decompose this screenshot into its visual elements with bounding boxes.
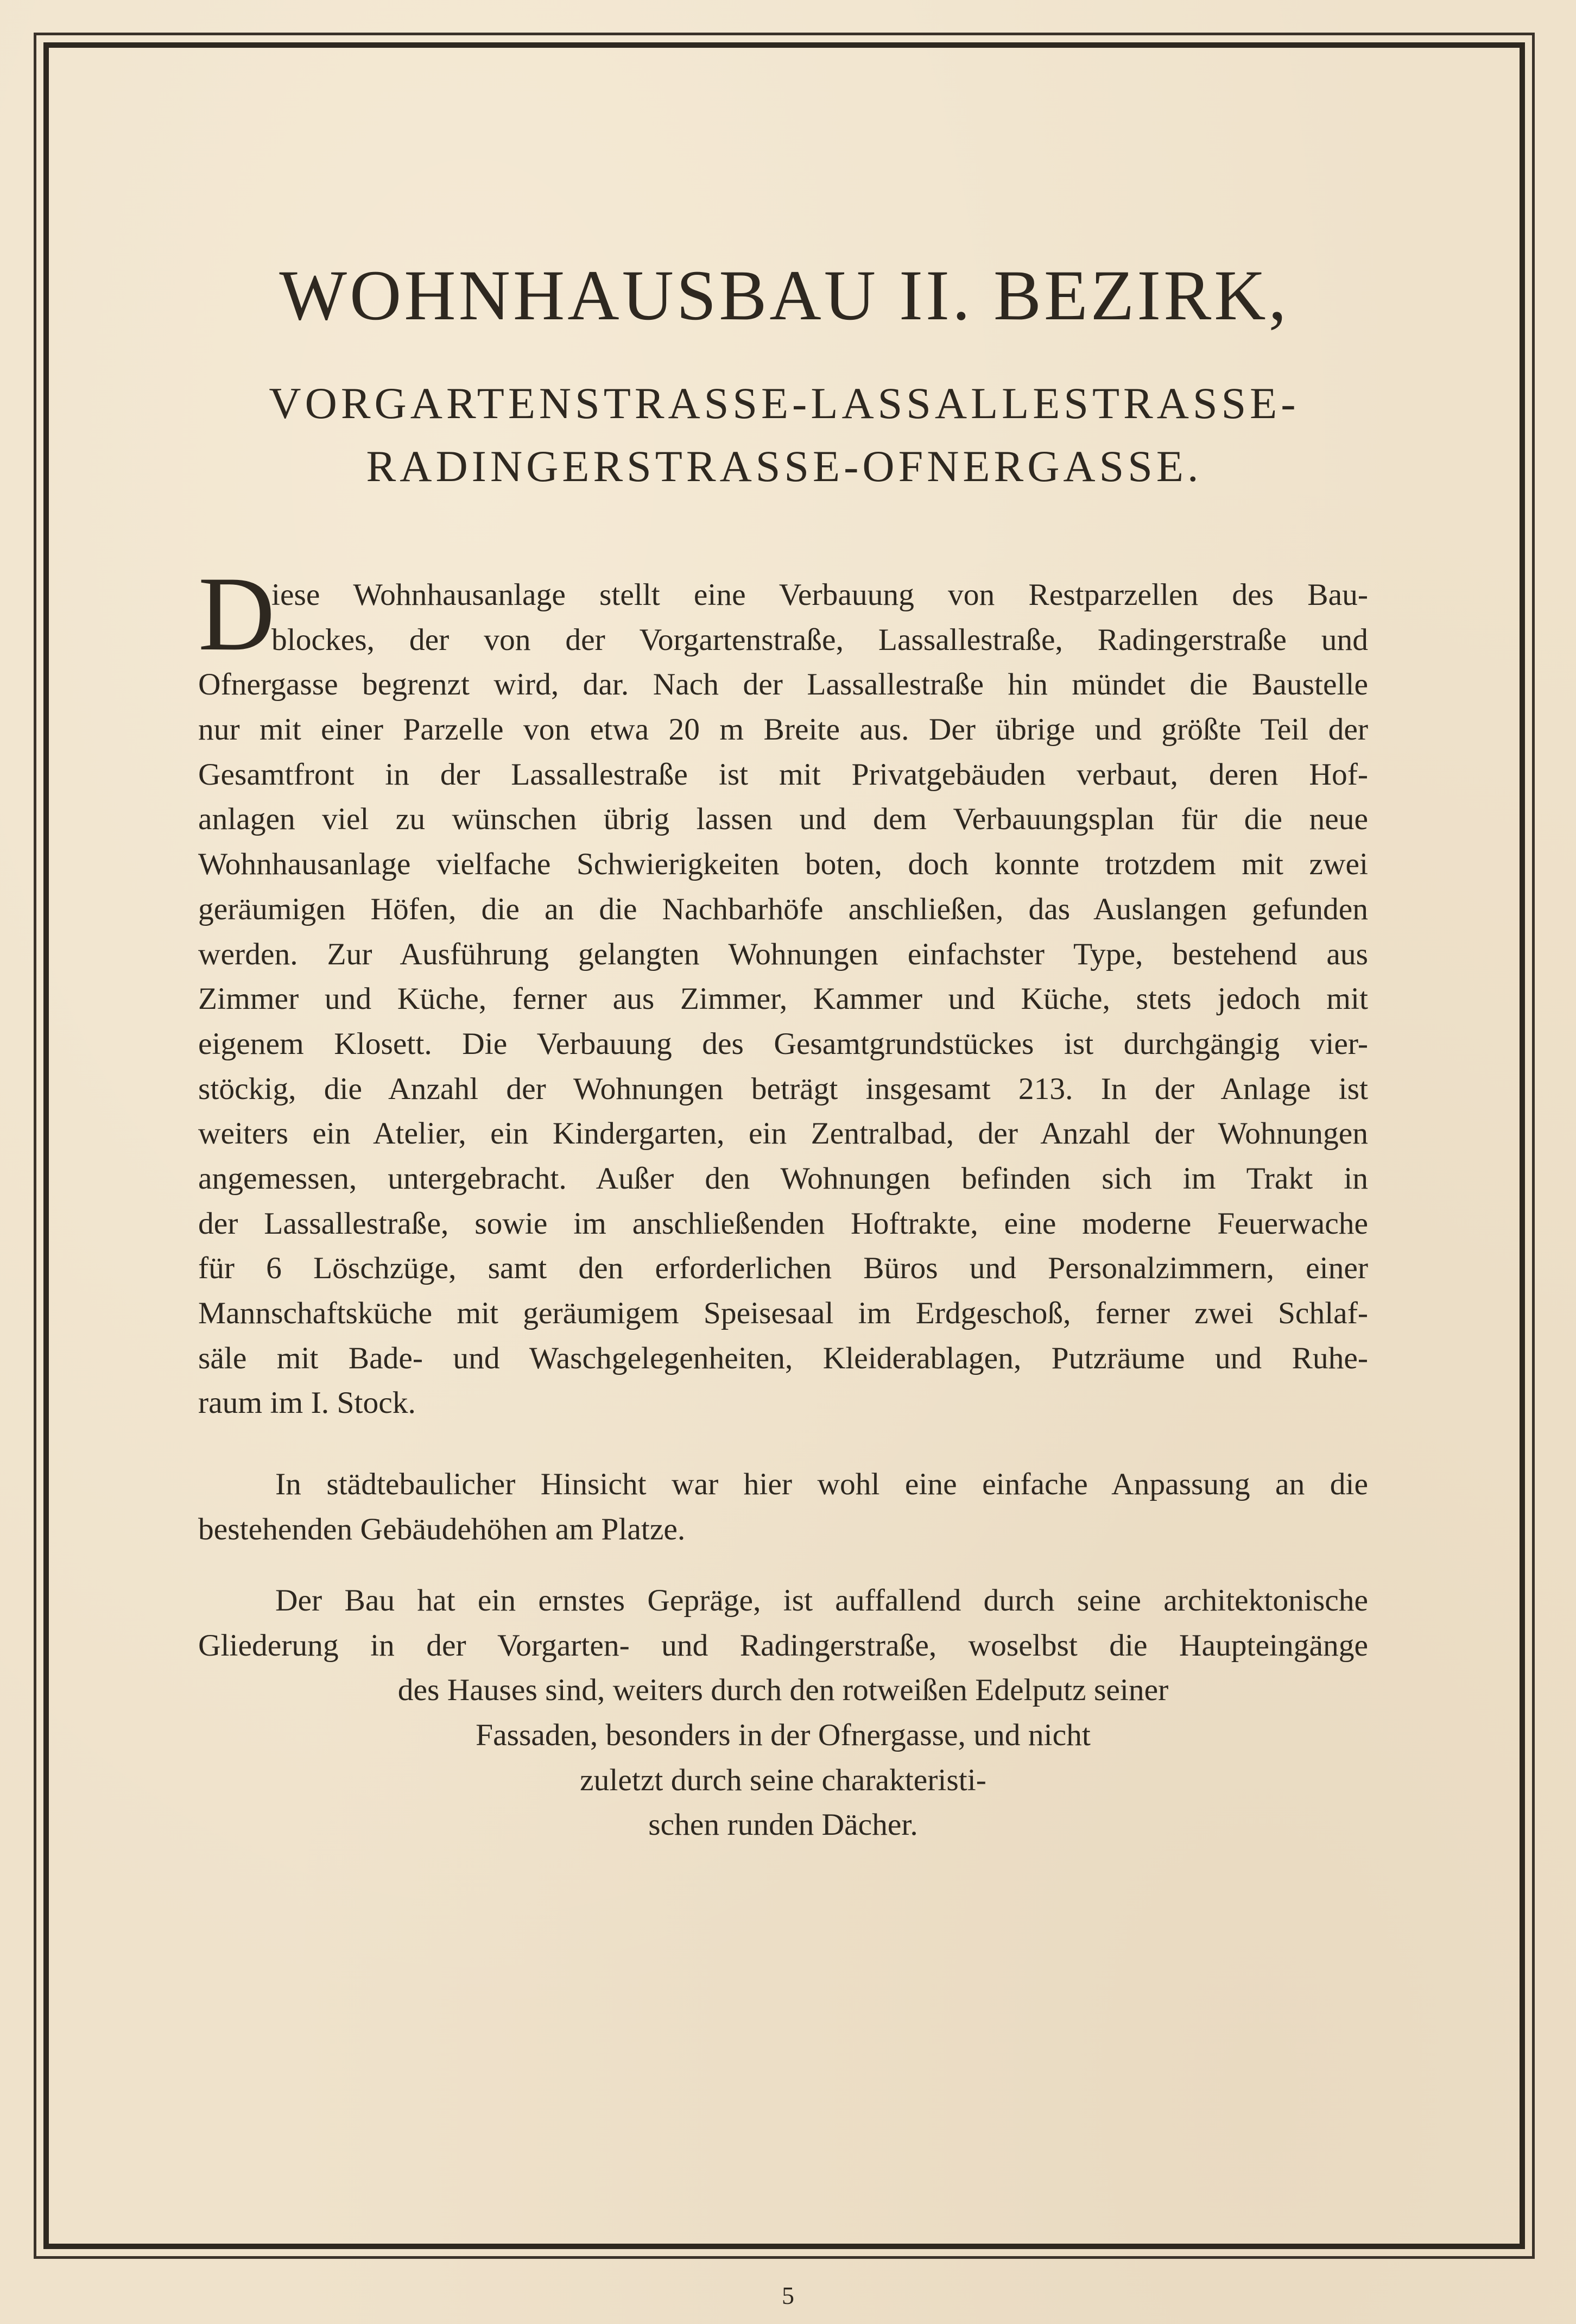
paragraph-3 bbox=[198, 1578, 1368, 1848]
paragraph-line: raum im I. Stock. bbox=[198, 1386, 416, 1420]
subtitle-line-2: RADINGERSTRASSE-OFNERGASSE. bbox=[366, 441, 1202, 491]
paragraph-line: weiters ein Atelier, ein Kindergarten, ein Zentralbad, der Anzahl der Wohnungen bbox=[198, 1116, 1368, 1151]
paragraph-line: geräumigen Höfen, die an die Nachbarhöfe anschließen, das Auslangen gefunden bbox=[198, 892, 1368, 926]
page-number: 5 bbox=[782, 2282, 794, 2309]
paragraph-line: nur mit einer Parzelle von etwa 20 m Breite aus. Der übrige und größte Teil der bbox=[198, 712, 1368, 747]
paragraph-line: Wohnhausanlage vielfache Schwierigkeiten boten, doch konnte trotzdem mit zwei bbox=[198, 847, 1368, 882]
page-title: WOHNHAUSBAU II. BEZIRK, bbox=[279, 255, 1289, 335]
paragraph-line: Gliederung in der Vorgarten- und Radingerstraße, woselbst die Haupteingänge bbox=[198, 1628, 1368, 1663]
paragraph-line: Der Bau hat ein ernstes Gepräge, ist auffallend durch seine architektonische bbox=[275, 1583, 1368, 1618]
paragraph-1 bbox=[198, 573, 1368, 1426]
paragraph-line: schen runden Dächer. bbox=[648, 1808, 918, 1842]
paragraph-line: iese Wohnhausanlage stellt eine Verbauung von Restparzellen des Bau- bbox=[271, 578, 1368, 612]
paragraph-line: stöckig, die Anzahl der Wohnungen beträgt insgesamt 213. In der Anlage ist bbox=[198, 1071, 1368, 1106]
paragraph-line: des Hauses sind, weiters durch den rotweißen Edelputz seiner bbox=[397, 1673, 1169, 1708]
paragraph-line: Ofnergasse begrenzt wird, dar. Nach der Lassallestraße hin mündet die Baustelle bbox=[198, 667, 1368, 702]
paragraph-line: eigenem Klosett. Die Verbauung des Gesamtgrundstückes ist durchgängig vier- bbox=[198, 1026, 1368, 1061]
paragraph-line: zuletzt durch seine charakteristi- bbox=[580, 1763, 986, 1797]
paragraph-line: der Lassallestraße, sowie im anschließenden Hoftrakte, eine moderne Feuerwache bbox=[198, 1206, 1368, 1241]
paragraph-line: Fassaden, besonders in der Ofnergasse, und nicht bbox=[476, 1718, 1091, 1753]
paragraph-line: säle mit Bade- und Waschgelegenheiten, Kleiderablagen, Putzräume und Ruhe- bbox=[198, 1341, 1368, 1375]
paragraph-2 bbox=[198, 1462, 1368, 1552]
subtitle-line-1: VORGARTENSTRASSE-LASSALLESTRASSE- bbox=[269, 378, 1300, 428]
paragraph-line: In städtebaulicher Hinsicht war hier wohl eine einfache Anpassung an die bbox=[275, 1467, 1368, 1501]
drop-cap: D bbox=[198, 555, 275, 673]
paragraph-line: Gesamtfront in der Lassallestraße ist mit Privatgebäuden verbaut, deren Hof- bbox=[198, 757, 1368, 792]
paragraph-line: bestehenden Gebäudehöhen am Platze. bbox=[198, 1512, 686, 1546]
paragraph-line: blockes, der von der Vorgartenstraße, Lassallestraße, Radingerstraße und bbox=[271, 622, 1368, 657]
paragraph-line: Zimmer und Küche, ferner aus Zimmer, Kammer und Küche, stets jedoch mit bbox=[198, 982, 1368, 1016]
paragraph-line: für 6 Löschzüge, samt den erforderlichen Büros und Personalzimmern, einer bbox=[198, 1251, 1368, 1286]
paragraph-line: Mannschaftsküche mit geräumigem Speisesaal im Erdgeschoß, ferner zwei Schlaf- bbox=[198, 1296, 1368, 1330]
paragraph-line: angemessen, untergebracht. Außer den Wohnungen befinden sich im Trakt in bbox=[198, 1161, 1368, 1196]
paragraph-line: werden. Zur Ausführung gelangten Wohnungen einfachster Type, bestehend aus bbox=[198, 937, 1368, 971]
paragraph-line: anlagen viel zu wünschen übrig lassen und dem Verbauungsplan für die neue bbox=[198, 802, 1368, 837]
